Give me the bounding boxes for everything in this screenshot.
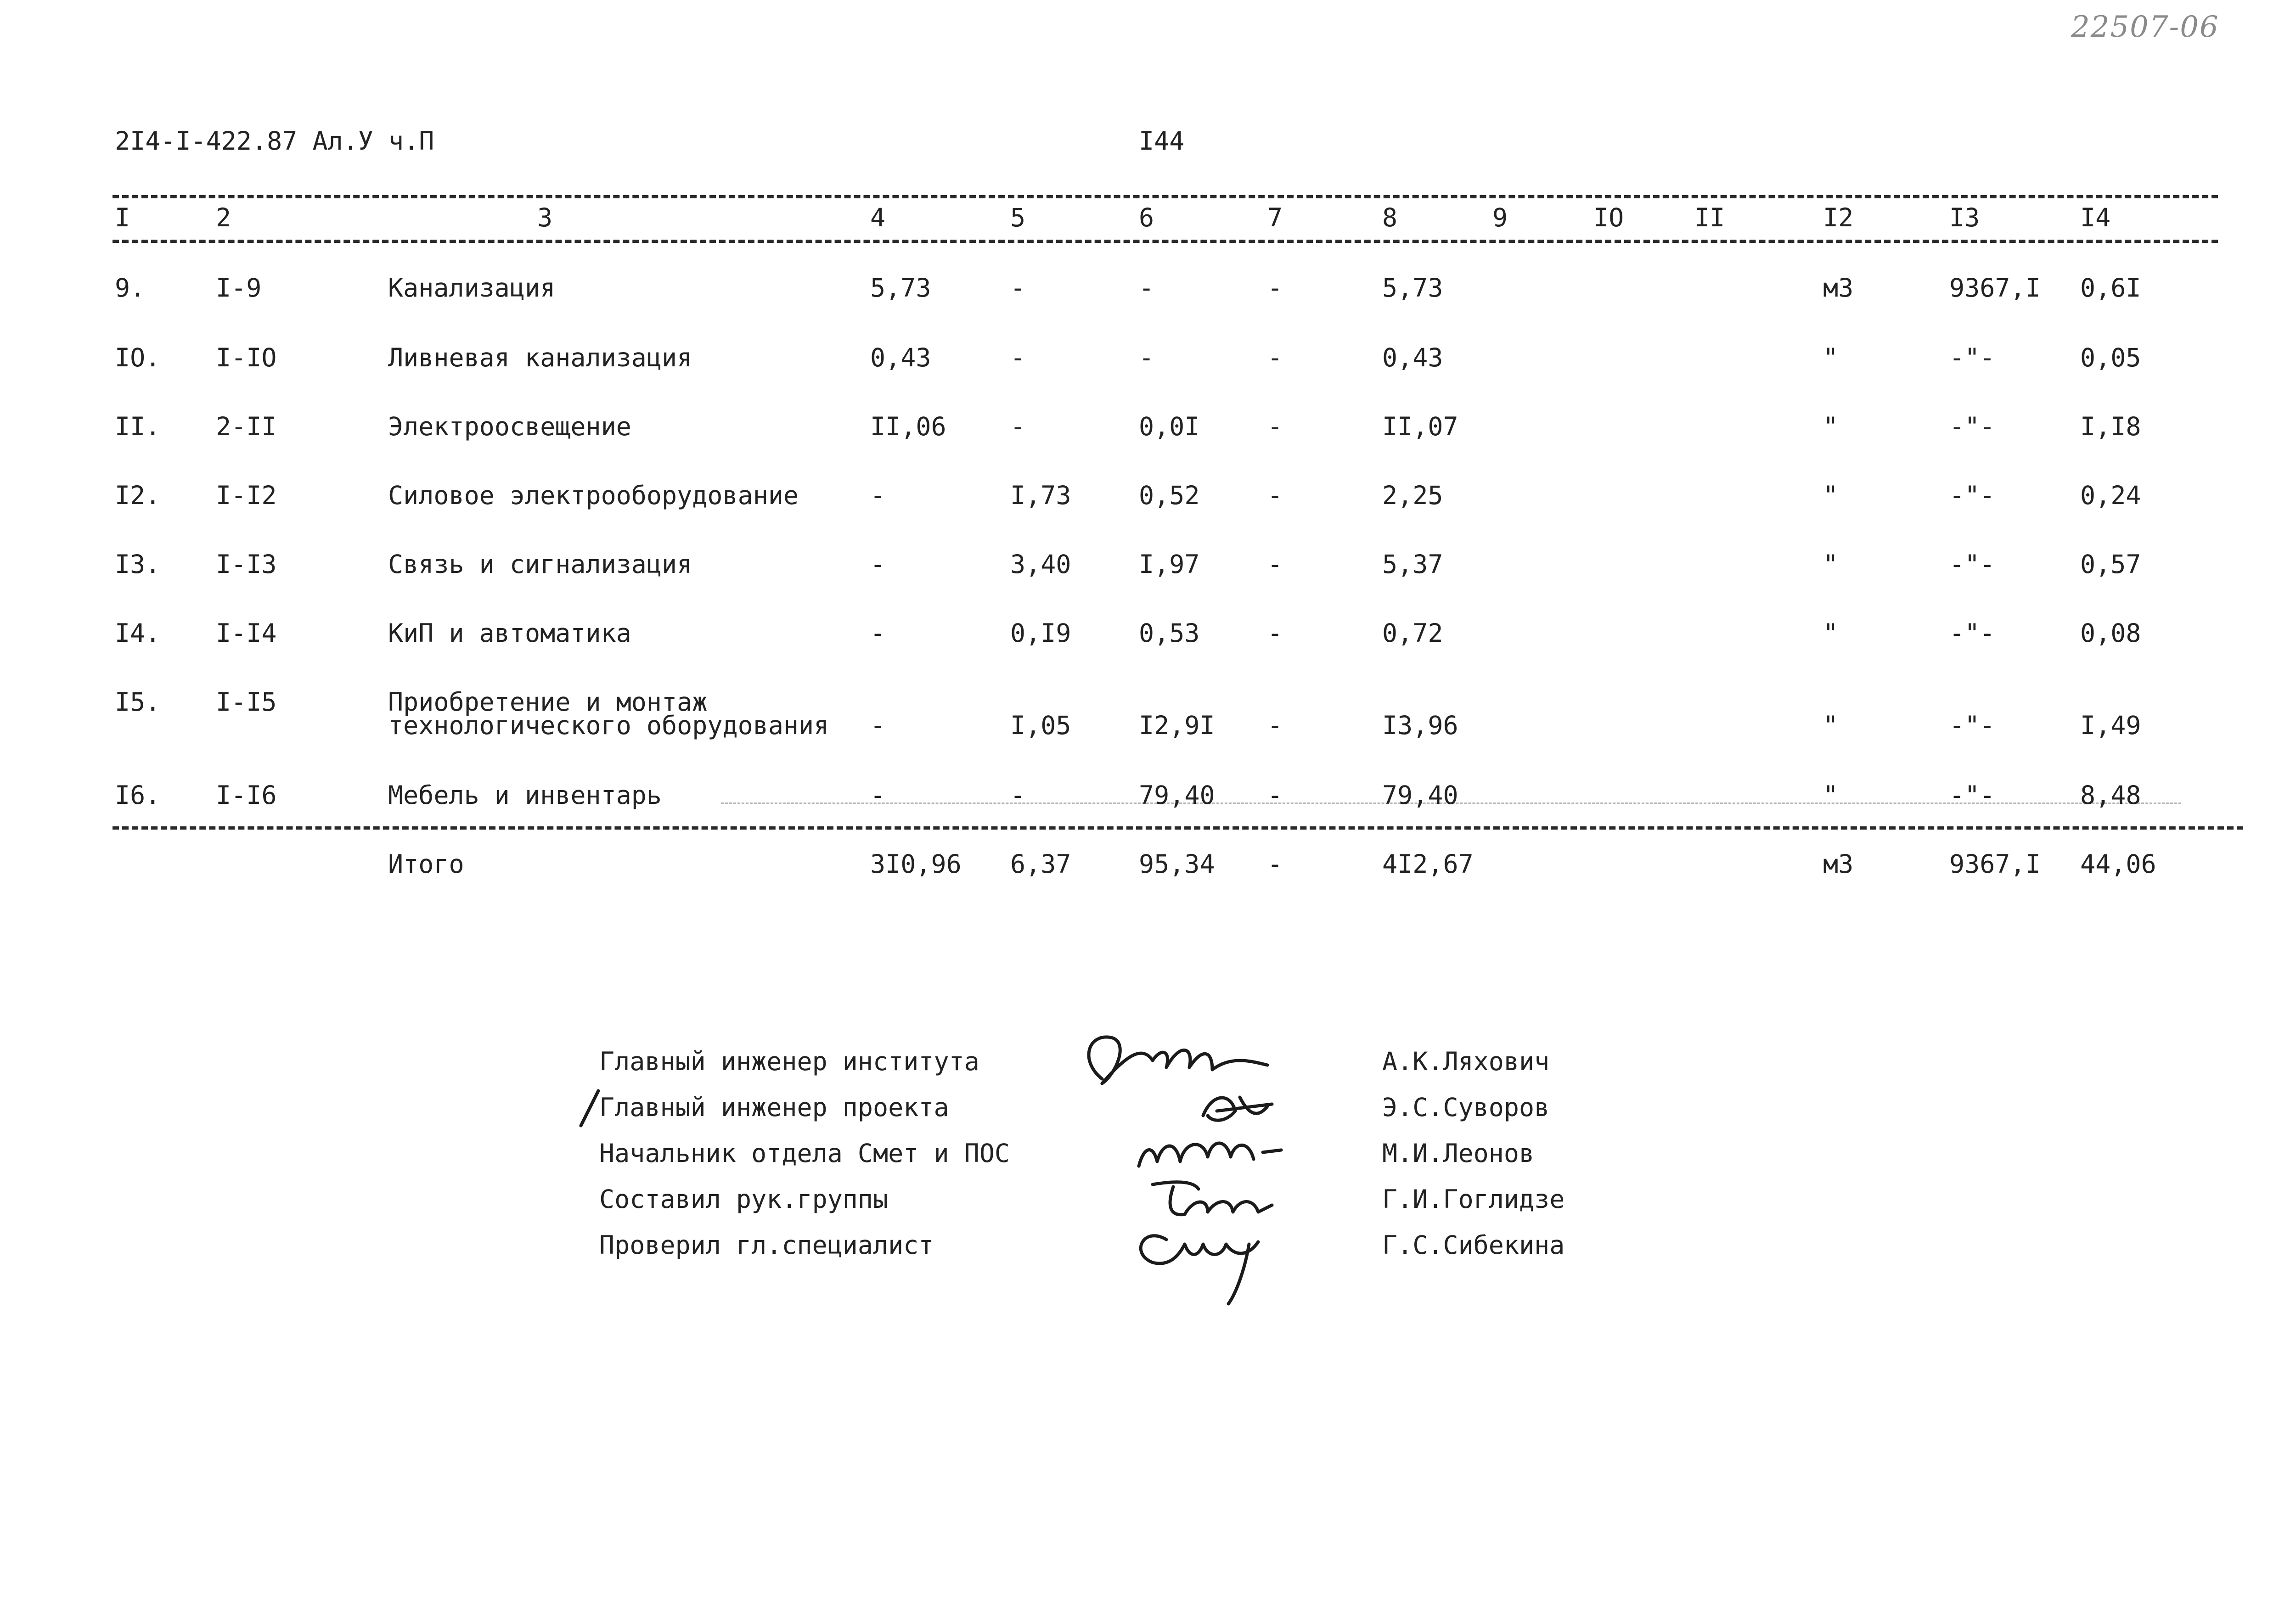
cell-col7: - xyxy=(1267,273,1283,303)
cell-col12: " xyxy=(1823,481,1839,510)
cell-col5: - xyxy=(1010,343,1026,372)
signatory-role: Главный инженер проекта xyxy=(599,1093,949,1122)
signature-lyakhovich xyxy=(1089,1037,1267,1083)
cell-col4: 5,73 xyxy=(870,273,931,303)
cell-col4: - xyxy=(870,711,886,740)
cell-col6: I,97 xyxy=(1139,550,1200,579)
column-header-12: I2 xyxy=(1823,203,1854,232)
cell-col13: -"- xyxy=(1949,550,1995,579)
column-header-8: 8 xyxy=(1382,203,1398,232)
signatory-name: Г.И.Гоглидзе xyxy=(1382,1184,1565,1214)
signatory-role: Проверил гл.специалист xyxy=(599,1230,934,1260)
row-code: I-IO xyxy=(216,343,277,372)
column-header-1: I xyxy=(115,203,130,232)
row-name: Электроосвещение xyxy=(388,412,631,441)
document-code: 2I4-I-422.87 Ал.У ч.П xyxy=(115,126,434,156)
row-name: Связь и сигнализация xyxy=(388,550,692,579)
row-name-continuation: технологического оборудования xyxy=(388,711,829,740)
cell-col5: - xyxy=(1010,273,1026,303)
column-header-10: IO xyxy=(1593,203,1624,232)
cell-col7: - xyxy=(1267,412,1283,441)
cell-col8: 2,25 xyxy=(1382,481,1443,510)
cell-col13: -"- xyxy=(1949,412,1995,441)
row-name: Канализация xyxy=(388,273,556,303)
total-col4: 3I0,96 xyxy=(870,849,962,879)
signature-leonov xyxy=(1139,1143,1281,1166)
cell-col8: II,07 xyxy=(1382,412,1458,441)
cell-col12: " xyxy=(1823,550,1839,579)
column-header-4: 4 xyxy=(870,203,886,232)
row-code: I-I4 xyxy=(216,618,277,648)
signatory-role: Составил рук.группы xyxy=(599,1184,889,1214)
cell-col12: " xyxy=(1823,711,1839,740)
row-name: Силовое электрооборудование xyxy=(388,481,799,510)
column-header-5: 5 xyxy=(1010,203,1026,232)
cell-col7: - xyxy=(1267,780,1283,810)
cell-col8: 0,43 xyxy=(1382,343,1443,372)
table-top-rule xyxy=(113,195,2218,198)
cell-col13: -"- xyxy=(1949,711,1995,740)
cell-col4: 0,43 xyxy=(870,343,931,372)
cell-col6: 0,0I xyxy=(1139,412,1200,441)
handwritten-signatures xyxy=(1075,1024,1368,1308)
signatory-name: А.К.Ляхович xyxy=(1382,1047,1550,1076)
cell-col6: - xyxy=(1139,273,1154,303)
cell-col14: 0,08 xyxy=(2080,618,2141,648)
column-header-2: 2 xyxy=(216,203,231,232)
cell-col7: - xyxy=(1267,481,1283,510)
cell-col5: 0,I9 xyxy=(1010,618,1071,648)
cell-col8: I3,96 xyxy=(1382,711,1458,740)
cell-col7: - xyxy=(1267,618,1283,648)
cell-col5: - xyxy=(1010,412,1026,441)
cell-col13: -"- xyxy=(1949,343,1995,372)
signatory-name: Э.С.Суворов xyxy=(1382,1093,1550,1122)
cell-col13: -"- xyxy=(1949,481,1995,510)
column-header-14: I4 xyxy=(2080,203,2111,232)
cell-col12: " xyxy=(1823,343,1839,372)
row-name: Мебель и инвентарь xyxy=(388,780,662,810)
cell-col14: 0,05 xyxy=(2080,343,2141,372)
row-name: Приобретение и монтаж xyxy=(388,687,708,717)
total-col12: м3 xyxy=(1823,849,1854,879)
cell-col5: I,73 xyxy=(1010,481,1071,510)
row-code: I-I6 xyxy=(216,780,277,810)
row-number: I4. xyxy=(115,618,161,648)
column-header-6: 6 xyxy=(1139,203,1154,232)
cell-col14: I,49 xyxy=(2080,711,2141,740)
signatory-name: М.И.Леонов xyxy=(1382,1139,1535,1168)
total-col5: 6,37 xyxy=(1010,849,1071,879)
cell-col12: " xyxy=(1823,780,1839,810)
cell-col4: - xyxy=(870,780,886,810)
column-header-7: 7 xyxy=(1267,203,1283,232)
cell-col14: 0,24 xyxy=(2080,481,2141,510)
cell-col7: - xyxy=(1267,343,1283,372)
row-code: I-9 xyxy=(216,273,262,303)
cell-col4: - xyxy=(870,618,886,648)
cell-col8: 5,37 xyxy=(1382,550,1443,579)
row-number: IO. xyxy=(115,343,161,372)
signatory-role: Начальник отдела Смет и ПОС xyxy=(599,1139,1010,1168)
total-col8: 4I2,67 xyxy=(1382,849,1474,879)
cell-col7: - xyxy=(1267,711,1283,740)
signature-suvorov xyxy=(1203,1097,1272,1120)
total-col7: - xyxy=(1267,849,1283,879)
cell-col6: 79,40 xyxy=(1139,780,1215,810)
cell-col14: 0,57 xyxy=(2080,550,2141,579)
signature-goglidze xyxy=(1153,1182,1272,1215)
column-header-3: 3 xyxy=(537,203,553,232)
cell-col13: 9367,I xyxy=(1949,273,2041,303)
total-col13: 9367,I xyxy=(1949,849,2041,879)
cell-col6: 0,53 xyxy=(1139,618,1200,648)
cell-col6: - xyxy=(1139,343,1154,372)
row-code: 2-II xyxy=(216,412,277,441)
total-label: Итого xyxy=(388,849,464,879)
cell-col13: -"- xyxy=(1949,780,1995,810)
row-name: КиП и автоматика xyxy=(388,618,631,648)
archive-number-stamp: 22507-06 xyxy=(2071,10,2219,44)
total-col6: 95,34 xyxy=(1139,849,1215,879)
column-header-9: 9 xyxy=(1492,203,1508,232)
cell-col8: 5,73 xyxy=(1382,273,1443,303)
cell-col4: II,06 xyxy=(870,412,946,441)
row-number: I2. xyxy=(115,481,161,510)
cell-col8: 0,72 xyxy=(1382,618,1443,648)
column-header-11: II xyxy=(1694,203,1725,232)
row-number: II. xyxy=(115,412,161,441)
signature-sibekina xyxy=(1141,1236,1258,1304)
header-bottom-rule xyxy=(113,240,2218,243)
page-number: I44 xyxy=(1139,126,1185,156)
column-header-13: I3 xyxy=(1949,203,1980,232)
total-top-rule xyxy=(113,826,2243,830)
cell-col12: " xyxy=(1823,412,1839,441)
row-number: 9. xyxy=(115,273,146,303)
cell-col4: - xyxy=(870,481,886,510)
row-number: I6. xyxy=(115,780,161,810)
cell-col14: I,I8 xyxy=(2080,412,2141,441)
cell-col4: - xyxy=(870,550,886,579)
cell-col5: - xyxy=(1010,780,1026,810)
row-code: I-I3 xyxy=(216,550,277,579)
row-number: I3. xyxy=(115,550,161,579)
signatory-role: Главный инженер института xyxy=(599,1047,979,1076)
cell-col14: 0,6I xyxy=(2080,273,2141,303)
row-number: I5. xyxy=(115,687,161,717)
cell-col7: - xyxy=(1267,550,1283,579)
signatory-name: Г.С.Сибекина xyxy=(1382,1230,1565,1260)
cell-col12: м3 xyxy=(1823,273,1854,303)
cell-col13: -"- xyxy=(1949,618,1995,648)
cell-col6: I2,9I xyxy=(1139,711,1215,740)
cell-col5: 3,40 xyxy=(1010,550,1071,579)
cell-col8: 79,40 xyxy=(1382,780,1458,810)
cell-col12: " xyxy=(1823,618,1839,648)
check-mark-icon xyxy=(576,1088,604,1129)
cell-col5: I,05 xyxy=(1010,711,1071,740)
cell-col14: 8,48 xyxy=(2080,780,2141,810)
row-code: I-I2 xyxy=(216,481,277,510)
row-name: Ливневая канализация xyxy=(388,343,692,372)
cell-col6: 0,52 xyxy=(1139,481,1200,510)
row-code: I-I5 xyxy=(216,687,277,717)
total-col14: 44,06 xyxy=(2080,849,2156,879)
